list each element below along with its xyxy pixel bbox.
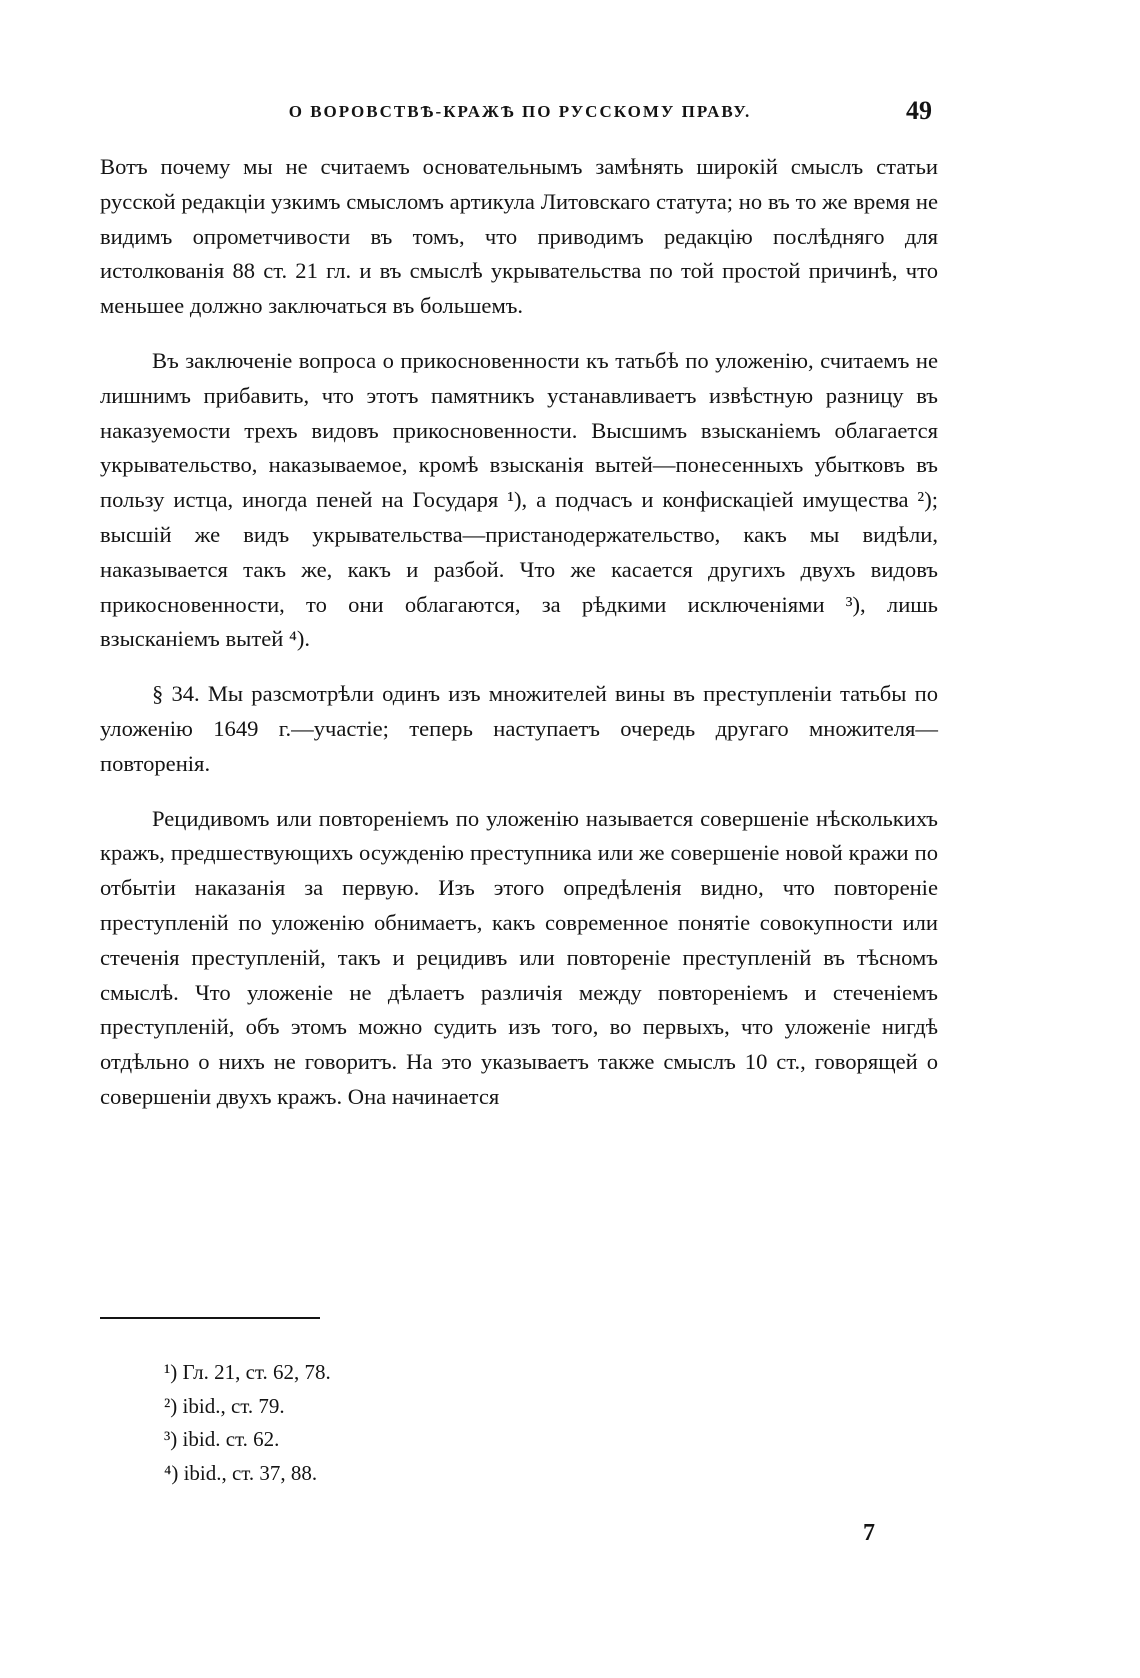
paragraph: Рецидивомъ или повтореніемъ по уложенію называется совершеніе нѣсколькихъ кражъ, предшествующихъ осужденію преступника или же совершеніе новой кражи по отбытіи наказанія за первую. Изъ этого опредѣленія видно, что повтореніе преступленій по уложенію обнимаетъ, какъ современное понятіе совокупности или стеченія преступленій, такъ и рецидивъ или повтореніе преступленій въ тѣсномъ смыслѣ. Что уложеніе не дѣлаетъ различія между повтореніемъ и стеченіемъ преступленій, объ этомъ можно судить изъ того, во первыхъ, что уложеніе нигдѣ отдѣльно о нихъ не говоритъ. На это указываетъ также смыслъ 10 ст., говорящей о совершеніи двухъ кражъ. Она начинается: [100, 805, 938, 1109]
signature-mark: 7: [863, 1520, 875, 1546]
running-head: О ВОРОВСТВѢ-КРАЖѢ ПО РУССКОМУ ПРАВУ.: [288, 102, 752, 121]
paragraph: Въ заключеніе вопроса о прикосновенности къ татьбѣ по уложенію, считаемъ не лишнимъ прибавить, что этотъ памятникъ устанавливаетъ извѣстную разницу въ наказуемости трехъ видовъ прикосновенности. Высшимъ взысканіемъ облагается укрывательство, наказываемое, кромѣ взысканія вытей—понесенныхъ убытковъ въ пользу истца, иногда пеней на Государя ¹), а подчасъ и конфискаціей имущества ²); высшій же видъ укрывательства—пристанодержательство, какъ мы видѣли, наказывается такъ же, какъ и разбой. Что же касается другихъ двухъ видовъ прикосновенности, то они облагаются, за рѣдкими исключеніями ³), лишь взысканіемъ вытей ⁴).: [100, 347, 938, 652]
body-text: [100, 150, 938, 1115]
page-header: [100, 92, 940, 132]
footnote: ²) ibid., ст. 79.: [164, 1393, 285, 1418]
footnote-separator: [100, 1317, 320, 1319]
page-number: 49: [906, 96, 932, 125]
paragraph: Вотъ почему мы не считаемъ основательнымъ замѣнять широкій смыслъ статьи русской редакціи узкимъ смысломъ артикула Литовскаго статута; но въ то же время не видимъ опрометчивости въ томъ, что приводимъ редакцію послѣдняго для истолкованія 88 ст. 21 гл. и въ смыслѣ укрывательства по той простой причинѣ, что меньшее должно заключаться въ большемъ.: [100, 154, 938, 319]
footnotes: [164, 1356, 331, 1490]
footnote: ³) ibid. ст. 62.: [164, 1427, 280, 1451]
section-paragraph: § 34. Мы разсмотрѣли одинъ изъ множителей вины въ преступленіи татьбы по уложенію 1649 г.—участіе; теперь наступаетъ очередь другаго множителя—повторенія.: [100, 681, 938, 776]
footnote: ¹) Гл. 21, ст. 62, 78.: [164, 1360, 331, 1384]
footnote: ⁴) ibid., ст. 37, 88.: [164, 1460, 318, 1485]
